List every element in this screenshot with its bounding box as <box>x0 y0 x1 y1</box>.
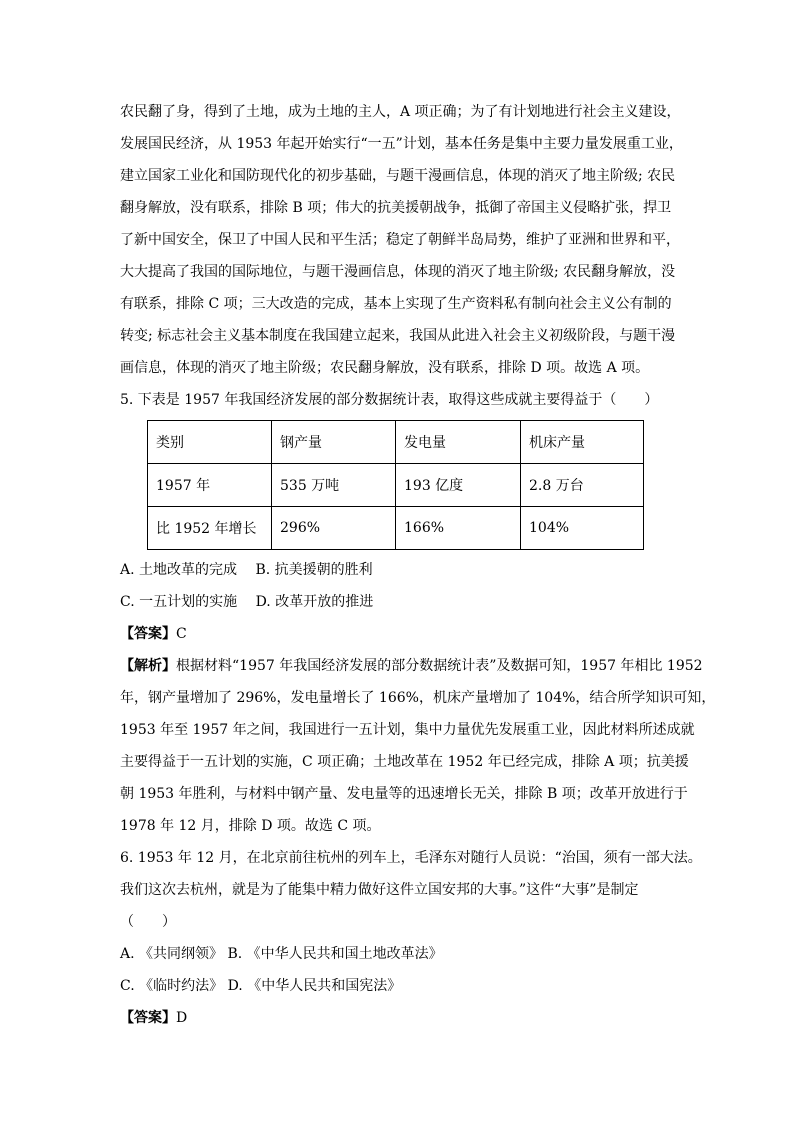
text-line: 农民翻了身，得到了土地，成为土地的主人，A 项正确；为了有计划地进行社会主义建设， <box>120 104 681 120</box>
answer-label: 【答案】 <box>120 626 176 642</box>
text-line: 有联系，排除 C 项；三大改造的完成，基本上实现了生产资料私有制向社会主义公有制的 <box>120 296 672 312</box>
analysis-text: 根据材料“1957 年我国经济发展的部分数据统计表”及数据可知，1957 年相比 1952 <box>176 658 703 674</box>
text-line: 大大提高了我国的国际地位，与题干漫画信息，体现的消灭了地主阶级; 农民翻身解放，没 <box>120 264 676 280</box>
question-stem: （ ） <box>120 914 176 930</box>
table-header-row <box>148 421 644 464</box>
table-cell: 166% <box>396 507 521 550</box>
statistics-table <box>147 420 644 550</box>
text-line: 建立国家工业化和国防现代化的初步基础，与题干漫画信息，体现的消灭了地主阶级; 农民 <box>120 168 676 184</box>
text-line: 翻身解放，没有联系，排除 B 项；伟大的抗美援朝战争，抵御了帝国主义侵略扩张，捍卫 <box>120 200 672 216</box>
text-line: 1978 年 12 月，排除 D 项。故选 C 项。 <box>120 818 381 834</box>
answer-options: C. 一五计划的实施 D. 改革开放的推进 <box>120 594 374 610</box>
text-line: 朝 1953 年胜利，与材料中钢产量、发电量等的迅速增长无关，排除 B 项；改革开放进行于 <box>120 786 688 802</box>
table-row <box>148 507 644 550</box>
table-header-cell: 钢产量 <box>272 421 396 464</box>
table-cell: 296% <box>272 507 396 550</box>
text-line: 画信息，体现的消灭了地主阶级；农民翻身解放，没有联系，排除 D 项。故选 A 项。 <box>120 360 650 376</box>
text-line: 转变; 标志社会主义基本制度在我国建立起来，我国从此进入社会主义初级阶段，与题干漫 <box>120 328 676 344</box>
table-cell: 比 1952 年增长 <box>148 507 272 550</box>
text-line: 主要得益于一五计划的实施，C 项正确；土地改革在 1952 年已经完成，排除 A 项；抗美援 <box>120 754 689 770</box>
answer-options: A. 《共同纲领》 B. 《中华人民共和国土地改革法》 <box>120 946 443 962</box>
answer-line <box>120 1002 680 1034</box>
answer-options: A. 土地改革的完成 B. 抗美援朝的胜利 <box>120 562 373 578</box>
table-header-cell: 发电量 <box>396 421 521 464</box>
question-6 <box>120 842 702 1034</box>
answer-value: C <box>176 626 187 642</box>
text-line: 年，钢产量增加了 296%，发电量增长了 166%，机床产量增加了 104%，结合所学知识可知， <box>120 690 716 706</box>
table-cell: 104% <box>521 507 644 550</box>
analysis-line <box>120 650 703 682</box>
text-line: 了新中国安全，保卫了中国人民和平生活；稳定了朝鲜半岛局势，维护了亚洲和世界和平， <box>120 232 680 248</box>
table-header-cell: 机床产量 <box>521 421 644 464</box>
table-cell: 2.8 万台 <box>521 464 644 507</box>
analysis-label: 【解析】 <box>120 658 176 674</box>
table-cell: 193 亿度 <box>396 464 521 507</box>
answer-label: 【答案】 <box>120 1010 176 1026</box>
question-stem: 5. 下表是 1957 年我国经济发展的部分数据统计表，取得这些成就主要得益于（ ） <box>120 392 659 408</box>
text-line: 发展国民经济，从 1953 年起开始实行“一五”计划，基本任务是集中主要力量发展重工业， <box>120 136 683 152</box>
table-cell: 535 万吨 <box>272 464 396 507</box>
table-header-cell: 类别 <box>148 421 272 464</box>
table-row <box>148 464 644 507</box>
answer-line <box>120 618 680 650</box>
explanation-question-4 <box>120 96 683 384</box>
question-stem: 6. 1953 年 12 月，在北京前往杭州的列车上，毛泽东对随行人员说：“治国，须有一部大法。 <box>120 850 702 866</box>
text-line: 1953 年至 1957 年之间，我国进行一五计划，集中力量优先发展重工业，因此材料所述成就 <box>120 722 695 738</box>
table-cell: 1957 年 <box>148 464 272 507</box>
question-stem: 我们这次去杭州，就是为了能集中精力做好这件立国安邦的大事。”这件“大事”是制定 <box>120 882 639 898</box>
document-page <box>120 96 716 1034</box>
answer-options: C. 《临时约法》 D. 《中华人民共和国宪法》 <box>120 978 402 994</box>
answer-value: D <box>176 1010 188 1026</box>
question-5 <box>120 384 716 842</box>
